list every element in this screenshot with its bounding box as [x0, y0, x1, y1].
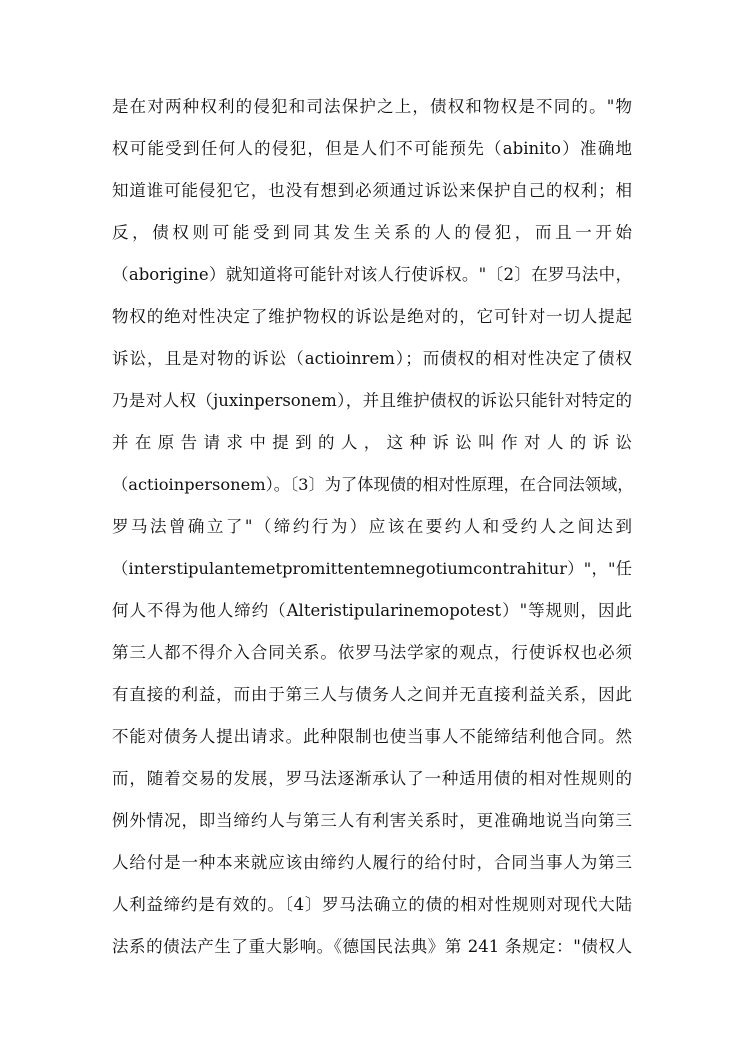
text-line: 知道谁可能侵犯它，也没有想到必须通过诉讼来保护自己的权利；相 [112, 181, 632, 200]
text-line: （actioinpersonem）。〔3〕为了体现债的相对性原理，在合同法领域， [112, 475, 634, 494]
text-line: （aborigine）就知道将可能针对该人行使诉权。"〔2〕在罗马法中， [112, 265, 632, 284]
text-line: 法系的债法产生了重大影响。《德国民法典》第 241 条规定："债权人 [112, 937, 632, 956]
text-line: 乃是对人权（juxinpersonem），并且维护债权的诉讼只能针对特定的 [112, 391, 632, 410]
text-line: 人利益缔约是有效的。〔4〕罗马法确立的债的相对性规则对现代大陆 [112, 895, 632, 914]
text-line: 诉讼，且是对物的诉讼（actioinrem）；而债权的相对性决定了债权 [112, 349, 632, 368]
text-line: 有直接的利益，而由于第三人与债务人之间并无直接利益关系，因此 [112, 685, 632, 704]
text-line: 人给付是一种本来就应该由缔约人履行的给付时，合同当事人为第三 [112, 853, 632, 872]
text-line: （interstipulantemetpromittentemnegotiumcontrahitur）"，"任 [112, 559, 632, 578]
text-line: 何人不得为他人缔约（Alteristipularinemopotest）"等规则，因此 [112, 601, 632, 620]
text-line: 不能对债务人提出请求。此种限制也使当事人不能缔结利他合同。然 [112, 727, 632, 746]
text-line: 例外情况，即当缔约人与第三人有利害关系时，更准确地说当向第三 [112, 811, 632, 830]
text-line: 反，债权则可能受到同其发生关系的人的侵犯，而且一开始 [112, 223, 632, 242]
text-line: 并在原告请求中提到的人，这种诉讼叫作对人的诉讼 [112, 433, 632, 452]
text-line: 第三人都不得介入合同关系。依罗马法学家的观点，行使诉权也必须 [112, 643, 632, 662]
text-line: 而，随着交易的发展，罗马法逐渐承认了一种适用债的相对性规则的 [112, 769, 632, 788]
text-line: 权可能受到任何人的侵犯，但是人们不可能预先（abinito）准确地 [112, 139, 632, 158]
text-line: 罗马法曾确立了"（缔约行为）应该在要约人和受约人之间达到 [112, 517, 632, 536]
text-line: 物权的绝对性决定了维护物权的诉讼是绝对的，它可针对一切人提起 [112, 307, 632, 326]
text-line: 是在对两种权利的侵犯和司法保护之上，债权和物权是不同的。"物 [112, 97, 632, 116]
